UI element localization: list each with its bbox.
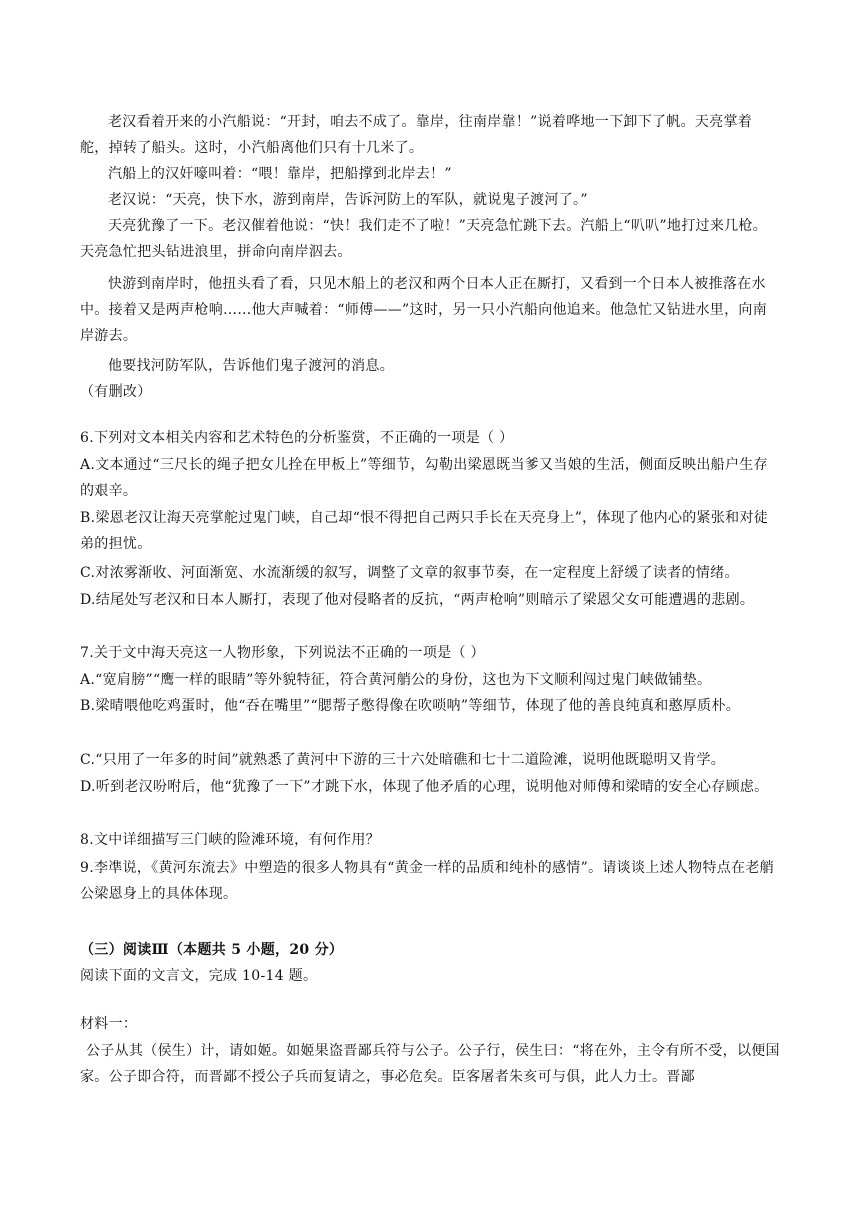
question-7: 7.关于文中海天亮这一人物形象，下列说法不正确的一项是（ ） xyxy=(80,645,485,661)
story-paragraph-6: 他要找河防军队，告诉他们鬼子渡河的消息。 xyxy=(108,358,394,374)
question-9: 9.李凖说，《黄河东流去》中塑造的很多人物具有“黄金一样的品质和纯朴的感情”。请谈谈上述人物特点在老艄公梁恩身上的具体体现。 xyxy=(80,860,774,902)
story-paragraph-4: 天亮犹豫了一下。老汉催着他说：“快！我们走不了啦！”天亮急忙跳下去。汽船上“叭叭”地打过来几枪。天亮急忙把头钻进浪里，拼命向南岸泅去。 xyxy=(80,218,768,260)
material-one-text: 公子从其（侯生）计，请如姬。如姬果盗晋鄙兵符与公子。公子行，侯生曰：“将在外，主令有所不受，以便国家。公子即合符，而晋鄙不授公子兵而复请之，事必危矣。臣客屠者朱亥可与俱，此人力士。晋鄙 xyxy=(80,1043,780,1085)
question-7-option-d: D.听到老汉吩咐后，他“犹豫了一下”才跳下水，体现了他矛盾的心理，说明他对师傅和梁晴的安全心存顾虑。 xyxy=(80,779,769,795)
question-8: 8.文中详细描写三门峡的险滩环境，有何作用？ xyxy=(80,832,380,848)
story-paragraph-5: 快游到南岸时，他扭头看了看，只见木船上的老汉和两个日本人正在厮打，又看到一个日本人被推落在水中。接着又是两声枪响……他大声喊着：“师傅——”这时，另一只小汽船向他追来。他急忙又钻进水里，向南岸游去。 xyxy=(80,276,768,344)
story-paragraph-2: 汽船上的汉奸嚎叫着：“喂！靠岸，把船撑到北岸去！” xyxy=(108,166,452,182)
question-6-option-c: C.对浓雾渐收、河面渐宽、水流渐缓的叙写，调整了文章的叙事节奏，在一定程度上舒缓了读者的情绪。 xyxy=(80,565,739,581)
question-6-option-a: A.文本通过“三尺长的绳子把女儿拴在甲板上”等细节，勾勒出梁恩既当爹又当娘的生活，侧面反映出船户生存的艰辛。 xyxy=(80,457,768,499)
question-6-option-d: D.结尾处写老汉和日本人厮打，表现了他对侵略者的反抗，“两声枪响”则暗示了梁恩父女可能遭遇的悲剧。 xyxy=(80,592,755,608)
question-7-option-c: C.“只用了一年多的时间”就熟悉了黄河中下游的三十六处暗礁和七十二道险滩，说明他既聪明又肯学。 xyxy=(80,752,726,768)
question-7-option-b: B.梁晴喂他吃鸡蛋时，他“吞在嘴里”“腮帮子憋得像在吹唢呐”等细节，体现了他的善良纯真和憨厚质朴。 xyxy=(80,698,741,714)
story-paragraph-1: 老汉看着开来的小汽船说：“开封，咱去不成了。靠岸，往南岸靠！”说着哗地一下卸下了帆。天亮掌着舵，掉转了船头。这时，小汽船离他们只有十几米了。 xyxy=(80,114,753,156)
section-3-heading: （三）阅读Ⅲ（本题共 5 小题，20 分） xyxy=(80,942,344,958)
section-3-instruction: 阅读下面的文言文，完成 10-14 题。 xyxy=(80,968,318,984)
question-7-option-a: A.“宽肩膀”“鹰一样的眼睛”等外貌特征，符合黄河艄公的身份，这也为下文顺利闯过鬼门峡做铺垫。 xyxy=(80,672,712,688)
material-one-label: 材料一： xyxy=(80,1016,138,1032)
abridged-note: （有删改） xyxy=(80,384,152,400)
story-paragraph-3: 老汉说：“天亮，快下水，游到南岸，告诉河防上的军队，就说鬼子渡河了。” xyxy=(108,192,588,208)
question-6-option-b: B.梁恩老汉让海天亮掌舵过鬼门峡，自己却“恨不得把自己两只手长在天亮身上”，体现了他内心的紧张和对徒弟的担忧。 xyxy=(80,510,769,552)
question-6: 6.下列对文本相关内容和艺术特色的分析鉴赏，不正确的一项是（ ） xyxy=(80,430,514,446)
